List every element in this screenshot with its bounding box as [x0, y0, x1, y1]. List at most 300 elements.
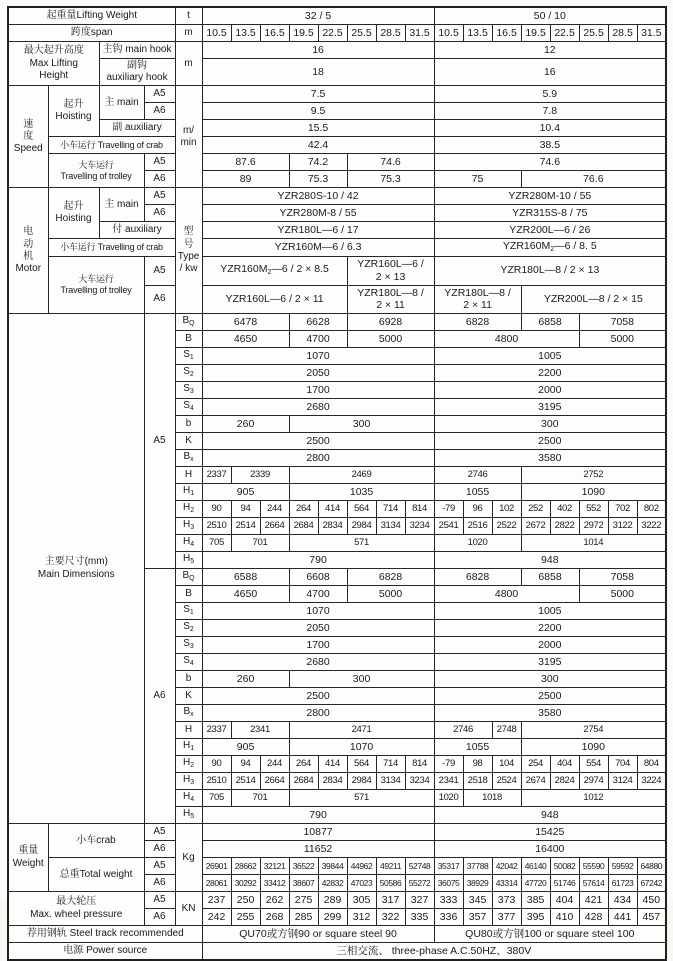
dim-s3: $S_3$ — [175, 637, 202, 654]
value-cell: 2746 — [434, 467, 521, 484]
label-main-hook: 主钩 main hook — [99, 42, 175, 59]
value-cell: 2514 — [231, 773, 260, 790]
value-cell: 6478 — [202, 314, 289, 331]
value-cell: 1055 — [434, 484, 521, 501]
row-power-source — [8, 943, 666, 961]
value-cell: 317 — [376, 892, 405, 909]
label-trolley-travel: 大车运行 Travelling of trolley — [48, 154, 144, 188]
value-cell: 15.5 — [202, 120, 434, 137]
value-cell: 2972 — [579, 518, 608, 535]
dim-bq: $B_Q$ — [175, 314, 202, 331]
grade-a5: A5 — [144, 188, 175, 205]
grade-a6: A6 — [144, 285, 175, 314]
label-max-wheel-pressure: 最大轮压 Max. wheel pressure — [8, 892, 144, 926]
value-cell: 18 — [202, 59, 434, 86]
value-cell: 410 — [550, 909, 579, 926]
dim-h5: $H_5$ — [175, 552, 202, 569]
value-cell: 2500 — [202, 433, 434, 450]
value-cell: 3195 — [434, 399, 666, 416]
value-cell: 402 — [550, 501, 579, 518]
value-cell: 2469 — [289, 467, 434, 484]
value-cell: 2050 — [202, 365, 434, 382]
power-source-value: 三相交流、 three-phase A.C.50HZ、380V — [202, 943, 666, 961]
value-cell: 244 — [260, 501, 289, 518]
label-lifting-weight: 起重量Lifting Weight — [8, 7, 175, 25]
dim-bx: $B_x$ — [175, 450, 202, 467]
dim-h: H — [175, 722, 202, 739]
value-cell: 28.5 — [608, 25, 637, 42]
row-lifting-weight — [8, 7, 666, 25]
row-motor-crab — [8, 239, 666, 257]
value-cell: 94 — [231, 756, 260, 773]
value-cell: 31.5 — [637, 25, 666, 42]
value-cell: 2541 — [434, 518, 463, 535]
value-cell: 1055 — [434, 739, 521, 756]
dim-k: K — [175, 433, 202, 450]
value-cell: 705 — [202, 535, 231, 552]
value-cell: 5000 — [579, 331, 666, 348]
value-cell: 35317 — [434, 858, 463, 875]
value-cell: 3134 — [376, 773, 405, 790]
value-cell: 75.3 — [289, 171, 347, 188]
value-cell: 1070 — [202, 603, 434, 620]
value-cell: 76.6 — [521, 171, 666, 188]
grade-a5: A5 — [144, 154, 175, 171]
value-cell: 6828 — [347, 569, 434, 586]
value-cell: 2510 — [202, 518, 231, 535]
value-cell: 22.5 — [550, 25, 579, 42]
value-cell: YZR280M-10 / 55 — [434, 188, 666, 205]
unit-m: m — [175, 42, 202, 86]
value-cell: 554 — [579, 756, 608, 773]
value-cell: 2500 — [434, 433, 666, 450]
grade-a5: A5 — [144, 314, 175, 569]
value-cell: 434 — [608, 892, 637, 909]
unit-m-min: m/ min — [175, 86, 202, 188]
value-cell: 2522 — [492, 518, 521, 535]
value-cell: 10.5 — [202, 25, 231, 42]
value-cell: 2050 — [202, 620, 434, 637]
dim-s4: $S_4$ — [175, 399, 202, 416]
value-cell: 75.3 — [347, 171, 434, 188]
value-cell: 4800 — [434, 586, 579, 603]
value-cell: 3234 — [405, 518, 434, 535]
value-cell: 905 — [202, 484, 289, 501]
value-cell: 260 — [202, 671, 289, 688]
value-cell: YZR160L—6 / 2 × 13 — [347, 256, 434, 285]
dim-bq: $B_Q$ — [175, 569, 202, 586]
grade-a5: A5 — [144, 824, 175, 841]
grade-a6: A6 — [144, 171, 175, 188]
value-cell: 6858 — [521, 314, 579, 331]
value-cell: 3580 — [434, 705, 666, 722]
value-cell: 404 — [550, 892, 579, 909]
label-trolley-travel: 大车运行 Travelling of trolley — [48, 256, 144, 313]
value-cell: 74.6 — [434, 154, 666, 171]
value-cell: 255 — [231, 909, 260, 926]
value-cell: 57614 — [579, 875, 608, 892]
value-cell: 3195 — [434, 654, 666, 671]
value-cell: 19.5 — [289, 25, 318, 42]
value-cell: 26901 — [202, 858, 231, 875]
value-cell: 7058 — [579, 569, 666, 586]
value-cell: 16.5 — [260, 25, 289, 42]
dim-s3: $S_3$ — [175, 382, 202, 399]
value-cell: 335 — [405, 909, 434, 926]
value-cell: 385 — [521, 892, 550, 909]
label-hoisting: 起升 Hoisting — [48, 188, 99, 239]
value-cell: 373 — [492, 892, 521, 909]
value-cell: 3224 — [637, 773, 666, 790]
row-weight-crab-a5 — [8, 824, 666, 841]
value-cell: 2000 — [434, 382, 666, 399]
row-motor-aux — [8, 222, 666, 239]
label-crab: 小车crab — [48, 824, 144, 858]
value-cell: YZR180L—8 / 2 × 11 — [347, 285, 434, 314]
value-cell: 264 — [289, 501, 318, 518]
value-cell: 25.5 — [347, 25, 376, 42]
value-cell: 2337 — [202, 722, 231, 739]
value-cell: 289 — [318, 892, 347, 909]
value-cell: 3222 — [637, 518, 666, 535]
value-cell: 1014 — [521, 535, 666, 552]
value-cell: 39844 — [318, 858, 347, 875]
value-cell: 16 — [434, 59, 666, 86]
dim-h4: $H_4$ — [175, 790, 202, 807]
label-crab-travel: 小车运行 Travelling of crab — [48, 239, 175, 257]
steel-track-50-10: QU80或方钢100 or square steel 100 — [434, 926, 666, 943]
value-cell: 36075 — [434, 875, 463, 892]
value-cell: 1005 — [434, 603, 666, 620]
value-cell: 102 — [492, 501, 521, 518]
value-cell: YZR200L—8 / 2 × 15 — [521, 285, 666, 314]
grade-a6: A6 — [144, 103, 175, 120]
value-cell: 1005 — [434, 348, 666, 365]
grade-a5: A5 — [144, 858, 175, 875]
value-cell: 49211 — [376, 858, 405, 875]
value-cell: 28061 — [202, 875, 231, 892]
row-speed-main-a5 — [8, 86, 666, 103]
value-cell: 905 — [202, 739, 289, 756]
value-cell: 55272 — [405, 875, 434, 892]
value-cell: 59592 — [608, 858, 637, 875]
value-cell: 38.5 — [434, 137, 666, 154]
row-speed-crab — [8, 137, 666, 154]
label-steel-track: 荐用钢轨 Steel track recommended — [8, 926, 202, 943]
value-cell: YZR160L—6 / 2 × 11 — [202, 285, 347, 314]
row-main-hook — [8, 42, 666, 59]
value-cell: 104 — [492, 756, 521, 773]
value-cell: -79 — [434, 501, 463, 518]
dim-small-b: b — [175, 671, 202, 688]
value-cell: 15425 — [434, 824, 666, 841]
value-cell: 2746 — [434, 722, 492, 739]
value-cell: 43314 — [492, 875, 521, 892]
dim-h4: $H_4$ — [175, 535, 202, 552]
value-cell: 2500 — [202, 688, 434, 705]
value-cell: 1018 — [463, 790, 521, 807]
spec-table-rows — [8, 7, 666, 960]
dim-small-b: b — [175, 416, 202, 433]
value-cell: 6628 — [289, 314, 347, 331]
row-motor-trolley-a5 — [8, 256, 666, 285]
value-cell: 75 — [434, 171, 521, 188]
value-cell: 1070 — [202, 348, 434, 365]
grade-a6: A6 — [144, 875, 175, 892]
value-cell: 12 — [434, 42, 666, 59]
value-cell: 2510 — [202, 773, 231, 790]
value-cell: YZR180L—6 / 17 — [202, 222, 434, 239]
label-motor: 电 动 机 Motor — [8, 188, 48, 314]
value-cell: 3124 — [608, 773, 637, 790]
dim-h1: $H_1$ — [175, 484, 202, 501]
value-cell: 948 — [434, 552, 666, 569]
value-cell: 55590 — [579, 858, 608, 875]
value-cell: 571 — [289, 790, 434, 807]
value-cell: 50586 — [376, 875, 405, 892]
value-cell: 10.5 — [434, 25, 463, 42]
value-cell: 2984 — [347, 518, 376, 535]
grade-a5: A5 — [144, 86, 175, 103]
value-cell: 42.4 — [202, 137, 434, 154]
value-cell: 28.5 — [376, 25, 405, 42]
dim-h2: $H_2$ — [175, 501, 202, 518]
label-main-dimensions: 主要尺寸(mm) Main Dimensions — [8, 314, 144, 824]
unit-tonnes: t — [175, 7, 202, 25]
grade-a6: A6 — [144, 841, 175, 858]
value-cell: 404 — [550, 756, 579, 773]
value-cell: 1020 — [434, 790, 463, 807]
value-cell: 2000 — [434, 637, 666, 654]
value-cell: 1020 — [434, 535, 521, 552]
label-main: 主 main — [99, 188, 144, 222]
value-cell: 571 — [289, 535, 434, 552]
value-cell: 1700 — [202, 637, 434, 654]
value-cell: YZR200L—6 / 26 — [434, 222, 666, 239]
value-cell: 2200 — [434, 620, 666, 637]
dim-b: B — [175, 586, 202, 603]
value-cell: 345 — [463, 892, 492, 909]
value-cell: 6828 — [434, 314, 521, 331]
label-hoisting: 起升 Hoisting — [48, 86, 99, 137]
value-cell: 3134 — [376, 518, 405, 535]
value-cell: 305 — [347, 892, 376, 909]
value-cell: 2341 — [231, 722, 289, 739]
value-cell: 87.6 — [202, 154, 289, 171]
value-cell: 32121 — [260, 858, 289, 875]
value-cell: 814 — [405, 501, 434, 518]
value-cell: 357 — [463, 909, 492, 926]
row-aux-hook — [8, 59, 666, 86]
value-cell: 790 — [202, 807, 434, 824]
value-cell: 16400 — [434, 841, 666, 858]
label-span: 跨度span — [8, 25, 175, 42]
value-cell: 2834 — [318, 518, 347, 535]
dim-h5: $H_5$ — [175, 807, 202, 824]
value-cell: 2664 — [260, 518, 289, 535]
value-cell: 2680 — [202, 654, 434, 671]
label-max-lifting-height: 最大起升高度 Max Lifting Height — [8, 42, 99, 86]
value-cell: 327 — [405, 892, 434, 909]
value-cell: 5.9 — [434, 86, 666, 103]
value-cell: 2337 — [202, 467, 231, 484]
value-cell: 4650 — [202, 331, 289, 348]
value-cell: 4800 — [434, 331, 579, 348]
value-cell: 2834 — [318, 773, 347, 790]
grade-a5: A5 — [144, 892, 175, 909]
value-cell: 2339 — [231, 467, 289, 484]
value-cell: 44962 — [347, 858, 376, 875]
value-cell: 2200 — [434, 365, 666, 382]
value-cell: $YZR160M_2—6 / 2 \times 8.5$ — [202, 256, 347, 285]
value-cell: 237 — [202, 892, 231, 909]
value-cell: 10.4 — [434, 120, 666, 137]
value-cell: 5000 — [579, 586, 666, 603]
row-speed-trolley-a5 — [8, 154, 666, 171]
value-cell: 16.5 — [492, 25, 521, 42]
dim-bx: $B_x$ — [175, 705, 202, 722]
steel-track-32-5: QU70或方钢90 or square steel 90 — [202, 926, 434, 943]
value-cell: YZR180L—8 / 2 × 13 — [434, 256, 666, 285]
value-cell: 268 — [260, 909, 289, 926]
value-cell: 701 — [231, 535, 289, 552]
value-cell: 2500 — [434, 688, 666, 705]
value-cell: YZR280S-10 / 42 — [202, 188, 434, 205]
grade-a6: A6 — [144, 909, 175, 926]
value-cell: 252 — [521, 501, 550, 518]
value-cell: 244 — [260, 756, 289, 773]
row-steel-track — [8, 926, 666, 943]
value-cell: 1035 — [289, 484, 434, 501]
value-cell: 42832 — [318, 875, 347, 892]
value-cell: 61723 — [608, 875, 637, 892]
value-cell: 6858 — [521, 569, 579, 586]
value-cell: 414 — [318, 501, 347, 518]
unit-kg: Kg — [175, 824, 202, 892]
value-cell: 714 — [376, 501, 405, 518]
value-cell: 262 — [260, 892, 289, 909]
value-cell: 814 — [405, 756, 434, 773]
value-cell: 90 — [202, 756, 231, 773]
value-cell: 1700 — [202, 382, 434, 399]
value-cell: 6608 — [289, 569, 347, 586]
value-cell: 28662 — [231, 858, 260, 875]
value-cell: 552 — [579, 501, 608, 518]
value-cell: 5000 — [347, 331, 434, 348]
value-cell: 275 — [289, 892, 318, 909]
value-cell: 1070 — [289, 739, 434, 756]
dim-b: B — [175, 331, 202, 348]
value-cell: 47023 — [347, 875, 376, 892]
value-cell: YZR160M—6 / 6.3 — [202, 239, 434, 257]
label-power-source: 电源 Power source — [8, 943, 202, 961]
label-crab-travel: 小车运行 Travelling of crab — [48, 137, 175, 154]
unit-m: m — [175, 25, 202, 42]
value-cell: 3580 — [434, 450, 666, 467]
label-main: 主 main — [99, 86, 144, 120]
label-weight: 重量 Weight — [8, 824, 48, 892]
value-cell: 2471 — [289, 722, 434, 739]
dim-k: K — [175, 688, 202, 705]
dim-h: H — [175, 467, 202, 484]
value-cell: 46140 — [521, 858, 550, 875]
value-cell: 2524 — [492, 773, 521, 790]
crane-spec-table — [7, 6, 667, 961]
value-cell: 19.5 — [521, 25, 550, 42]
dim-s1: $S_1$ — [175, 348, 202, 365]
value-cell: 254 — [521, 756, 550, 773]
value-cell: 2748 — [492, 722, 521, 739]
value-cell: 441 — [608, 909, 637, 926]
value-cell: 2824 — [550, 773, 579, 790]
value-cell: 37788 — [463, 858, 492, 875]
value-cell: 98 — [463, 756, 492, 773]
value-cell: 421 — [579, 892, 608, 909]
value-cell: 64880 — [637, 858, 666, 875]
value-cell: 7058 — [579, 314, 666, 331]
value-cell: $YZR160M_2—6 / 8$. 5 — [434, 239, 666, 257]
unit-kn: KN — [175, 892, 202, 926]
dim-s2: $S_2$ — [175, 620, 202, 637]
value-cell: 16 — [202, 42, 434, 59]
value-cell: 13.5 — [463, 25, 492, 42]
value-cell: 300 — [434, 671, 666, 688]
value-cell: 395 — [521, 909, 550, 926]
value-cell: 96 — [463, 501, 492, 518]
value-cell: 2684 — [289, 773, 318, 790]
value-cell: 702 — [608, 501, 637, 518]
value-cell: 52748 — [405, 858, 434, 875]
value-cell: 1090 — [521, 484, 666, 501]
row-dim-a5-bq — [8, 314, 666, 331]
value-cell: 2514 — [231, 518, 260, 535]
value-cell: 67242 — [637, 875, 666, 892]
grade-a5: A5 — [144, 256, 175, 285]
value-cell: 2680 — [202, 399, 434, 416]
label-auxiliary: 付 auxiliary — [99, 222, 175, 239]
value-cell: 377 — [492, 909, 521, 926]
value-cell: 6828 — [434, 569, 521, 586]
dim-s2: $S_2$ — [175, 365, 202, 382]
value-cell: 2800 — [202, 705, 434, 722]
value-cell: 3122 — [608, 518, 637, 535]
value-cell: 242 — [202, 909, 231, 926]
value-cell: 1012 — [521, 790, 666, 807]
value-cell: 2341 — [434, 773, 463, 790]
label-auxiliary: 副 auxiliary — [99, 120, 175, 137]
value-cell: 30292 — [231, 875, 260, 892]
value-cell: 4700 — [289, 586, 347, 603]
value-cell: 50082 — [550, 858, 579, 875]
value-cell: 564 — [347, 756, 376, 773]
dim-s1: $S_1$ — [175, 603, 202, 620]
dim-s4: $S_4$ — [175, 654, 202, 671]
value-cell: 89 — [202, 171, 289, 188]
value-cell: 51746 — [550, 875, 579, 892]
label-speed: 速 度 Speed — [8, 86, 48, 188]
value-cell: 3234 — [405, 773, 434, 790]
grade-a6: A6 — [144, 205, 175, 222]
value-cell: 300 — [289, 416, 434, 433]
value-cell: 2674 — [521, 773, 550, 790]
value-cell: 414 — [318, 756, 347, 773]
value-cell: 2516 — [463, 518, 492, 535]
value-cell: 300 — [434, 416, 666, 433]
row-wheel-pressure-a5 — [8, 892, 666, 909]
value-cell: 10877 — [202, 824, 434, 841]
value-cell: 2518 — [463, 773, 492, 790]
value-cell: 2754 — [521, 722, 666, 739]
